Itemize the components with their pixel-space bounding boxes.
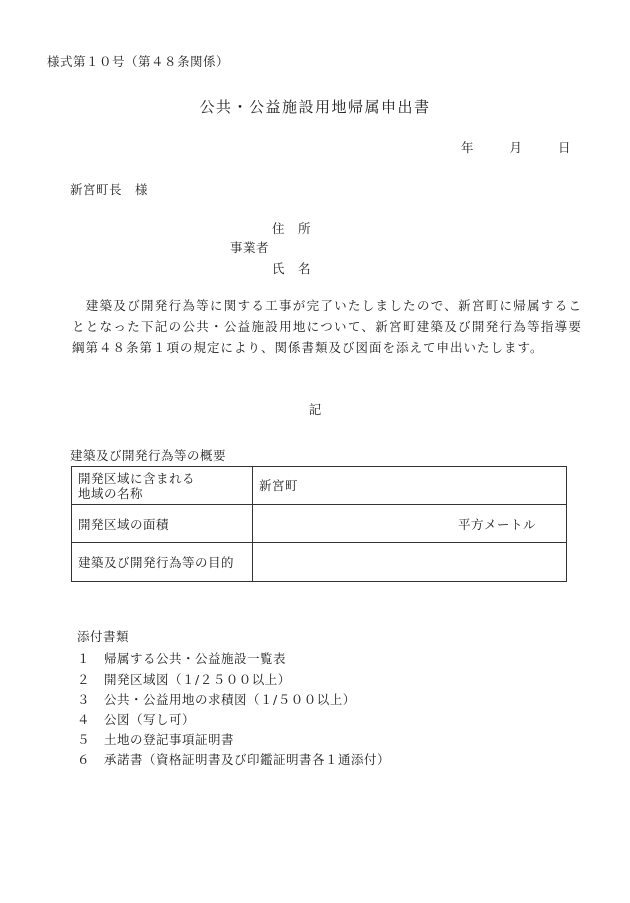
list-item-number: ３: [77, 692, 91, 707]
list-item-text: 土地の登記事項証明書: [104, 732, 235, 747]
date-line: [461, 138, 571, 156]
list-item-text: 公図（写し可）: [104, 712, 196, 727]
list-item: [77, 710, 195, 728]
list-item: [77, 649, 286, 667]
list-item-number: １: [77, 651, 91, 666]
attachments-heading: 添付書類: [77, 629, 130, 644]
applicant-label: 事業者: [230, 240, 270, 255]
list-item-number: ２: [77, 672, 91, 687]
area-name-label: [72, 467, 253, 505]
list-item: [77, 690, 356, 708]
list-item: [77, 730, 234, 748]
table-row: [72, 543, 567, 582]
area-size-label: 開発区域の面積: [72, 505, 253, 543]
table-row: [72, 505, 567, 543]
list-item: [77, 750, 390, 768]
list-item-number: ５: [77, 732, 91, 747]
list-item-text: 公共・公益用地の求積図（１/５００以上）: [104, 692, 356, 707]
document-title: 公共・公益施設用地帰属申出書: [199, 98, 431, 116]
purpose-value: [253, 543, 567, 582]
purpose-label: 建築及び開発行為等の目的: [72, 543, 253, 582]
ki-label: 記: [308, 402, 322, 417]
area-size-unit: 平方メートル: [253, 505, 567, 543]
list-item-number: ６: [77, 752, 91, 767]
list-item-text: 帰属する公共・公益施設一覧表: [104, 651, 287, 666]
name-label: 氏 名: [272, 261, 312, 276]
addressee: 新宮町長 様: [70, 182, 149, 197]
table-row: [72, 467, 567, 505]
area-name-label-text: 開発区域に含まれる 地域の名称: [78, 470, 196, 501]
area-name-value: 新宮町: [253, 467, 567, 505]
overview-heading: 建築及び開発行為等の概要: [70, 448, 227, 463]
form-number: 様式第１０号（第４８条関係）: [47, 54, 230, 69]
date-month-label: 月: [509, 140, 523, 155]
list-item-text: 承諾書（資格証明書及び印鑑証明書各１通添付）: [104, 752, 391, 767]
body-text: 建築及び開発行為等に関する工事が完了いたしましたので、新宮町に帰属することとなった下記の公共・公益施設用地について、新宮町建築及び開発行為等指導要綱第４８条第１項の規定により、関係書類及び図面を添えて申出いたします。: [72, 298, 582, 355]
list-item: [77, 670, 291, 688]
overview-table: [71, 466, 567, 582]
address-label: 住 所: [272, 221, 312, 236]
list-item-text: 開発区域図（１/２５００以上）: [104, 672, 291, 687]
list-item-number: ４: [77, 712, 91, 727]
date-day-label: 日: [558, 140, 571, 155]
date-year-label: 年: [461, 140, 474, 155]
